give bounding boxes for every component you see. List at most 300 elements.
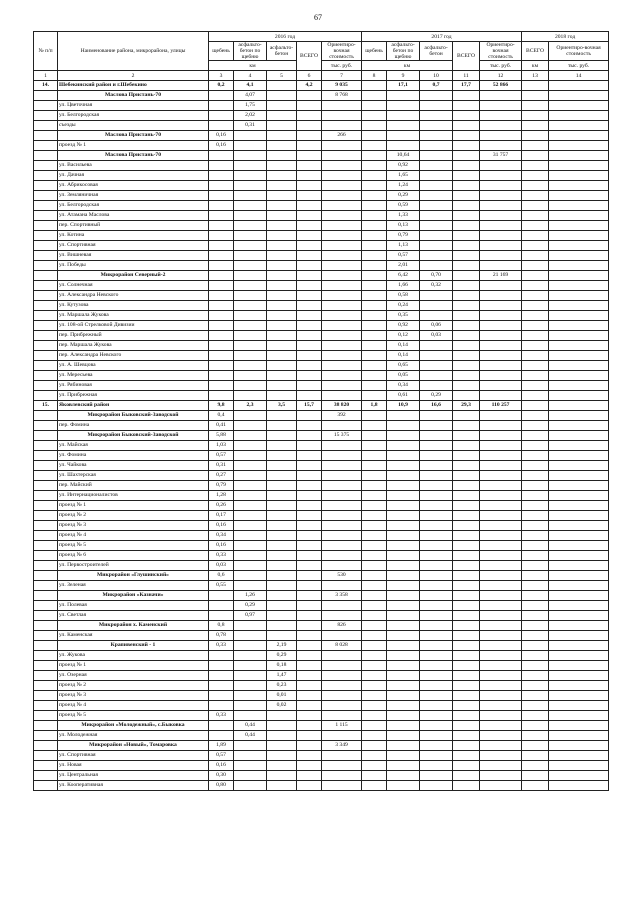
row-number-cell: [34, 121, 58, 131]
location-name-cell: съезды: [58, 121, 209, 131]
column-number: 9: [387, 71, 420, 81]
gravel-2017-cell: [362, 451, 387, 461]
asphalt-on-gravel-2016-cell: [234, 711, 267, 721]
asphalt-2017-cell: [420, 581, 453, 591]
row-number-cell: [34, 101, 58, 111]
total-2018-cell: [522, 341, 549, 351]
asphalt-2016-cell: [267, 571, 297, 581]
cost-2016-cell: [322, 751, 362, 761]
asphalt-2016-cell: 3,5: [267, 401, 297, 411]
cost-2017-cell: [480, 551, 522, 561]
total-2016-cell: [297, 701, 322, 711]
row-number-cell: [34, 461, 58, 471]
asphalt-on-gravel-2016-cell: [234, 781, 267, 791]
total-2016-cell: [297, 381, 322, 391]
gravel-2016-cell: [209, 111, 234, 121]
asphalt-on-gravel-2016-cell: [234, 701, 267, 711]
total-2017-cell: [453, 771, 480, 781]
total-2017-cell: [453, 701, 480, 711]
gravel-2017-cell: [362, 541, 387, 551]
asphalt-on-gravel-2016-cell: [234, 471, 267, 481]
total-2016-cell: [297, 111, 322, 121]
total-2016-cell: [297, 431, 322, 441]
location-name-cell: ул. Зеленая: [58, 581, 209, 591]
asphalt-2017-cell: [420, 501, 453, 511]
location-name-cell: ул. Центральная: [58, 771, 209, 781]
row-number-cell: [34, 251, 58, 261]
gravel-2016-cell: [209, 241, 234, 251]
asphalt-2017-cell: [420, 511, 453, 521]
cost-2018-cell: [549, 691, 609, 701]
header-2018-total: ВСЕГО: [522, 42, 549, 61]
row-number-cell: [34, 521, 58, 531]
total-2016-cell: [297, 561, 322, 571]
asphalt-on-gravel-2016-cell: [234, 311, 267, 321]
total-2016-cell: [297, 441, 322, 451]
total-2018-cell: [522, 241, 549, 251]
header-row-number: № п/п: [34, 32, 58, 71]
row-number-cell: [34, 281, 58, 291]
gravel-2016-cell: [209, 91, 234, 101]
location-name-cell: ул. Кооперативная: [58, 781, 209, 791]
asphalt-2016-cell: [267, 161, 297, 171]
total-2016-cell: [297, 481, 322, 491]
gravel-2016-cell: [209, 261, 234, 271]
cost-2017-cell: [480, 721, 522, 731]
asphalt-on-gravel-2016-cell: [234, 561, 267, 571]
row-number-cell: [34, 531, 58, 541]
cost-2017-cell: 52 866: [480, 81, 522, 91]
asphalt-2017-cell: [420, 771, 453, 781]
cost-2017-cell: [480, 261, 522, 271]
gravel-2016-cell: 0,27: [209, 471, 234, 481]
header-name: Наименование района, микрорайона, улицы: [58, 32, 209, 71]
header-2016-cost: Ориентиро-вочная стоимость: [322, 42, 362, 61]
asphalt-on-gravel-2016-cell: [234, 321, 267, 331]
cost-2016-cell: [322, 301, 362, 311]
cost-2018-cell: [549, 461, 609, 471]
asphalt-on-gravel-2016-cell: [234, 551, 267, 561]
gravel-2017-cell: [362, 301, 387, 311]
cost-2018-cell: [549, 511, 609, 521]
total-2016-cell: [297, 131, 322, 141]
asphalt-2016-cell: [267, 241, 297, 251]
group-row: [34, 721, 609, 731]
gravel-2016-cell: [209, 171, 234, 181]
row-number-cell: 15.: [34, 401, 58, 411]
gravel-2017-cell: [362, 471, 387, 481]
gravel-2016-cell: [209, 701, 234, 711]
cost-2016-cell: [322, 181, 362, 191]
asphalt-2016-cell: [267, 441, 297, 451]
location-name-cell: ул. Мересьева: [58, 371, 209, 381]
asphalt-on-gravel-2016-cell: 0,31: [234, 121, 267, 131]
table-row: [34, 781, 609, 791]
cost-2016-cell: [322, 681, 362, 691]
row-number-cell: [34, 211, 58, 221]
cost-2018-cell: [549, 561, 609, 571]
total-2017-cell: [453, 391, 480, 401]
row-number-cell: [34, 471, 58, 481]
header-2017-asphalt: асфальто-бетон: [420, 42, 453, 61]
asphalt-2017-cell: [420, 561, 453, 571]
page-number: 67: [314, 13, 322, 22]
table-row: [34, 181, 609, 191]
total-2018-cell: [522, 301, 549, 311]
total-2018-cell: [522, 731, 549, 741]
gravel-2016-cell: [209, 341, 234, 351]
column-number: 13: [522, 71, 549, 81]
total-2017-cell: [453, 431, 480, 441]
total-2017-cell: [453, 441, 480, 451]
location-name-cell: ул. Спортивная: [58, 751, 209, 761]
gravel-2016-cell: [209, 231, 234, 241]
cost-2017-cell: [480, 491, 522, 501]
cost-2016-cell: [322, 221, 362, 231]
gravel-2016-cell: 0,41: [209, 421, 234, 431]
total-2017-cell: [453, 421, 480, 431]
gravel-2017-cell: 1,8: [362, 401, 387, 411]
gravel-2017-cell: [362, 771, 387, 781]
gravel-2017-cell: [362, 231, 387, 241]
cost-2018-cell: [549, 401, 609, 411]
table-row: [34, 731, 609, 741]
group-row: [34, 131, 609, 141]
asphalt-2016-cell: [267, 591, 297, 601]
total-2018-cell: [522, 441, 549, 451]
cost-2016-cell: [322, 561, 362, 571]
asphalt-on-gravel-2016-cell: [234, 161, 267, 171]
gravel-2017-cell: [362, 651, 387, 661]
total-2016-cell: [297, 711, 322, 721]
gravel-2016-cell: [209, 381, 234, 391]
location-name-cell: проезд № 2: [58, 681, 209, 691]
asphalt-2017-cell: [420, 601, 453, 611]
gravel-2016-cell: 0,31: [209, 461, 234, 471]
cost-2016-cell: 3 358: [322, 591, 362, 601]
asphalt-2017-cell: [420, 211, 453, 221]
asphalt-2017-cell: [420, 351, 453, 361]
row-number-cell: [34, 601, 58, 611]
gravel-2016-cell: [209, 611, 234, 621]
total-2017-cell: [453, 101, 480, 111]
asphalt-on-gravel-2016-cell: 2,02: [234, 111, 267, 121]
cost-2016-cell: [322, 391, 362, 401]
header-2017-unit-km: км: [362, 61, 453, 71]
gravel-2017-cell: [362, 741, 387, 751]
cost-2018-cell: [549, 181, 609, 191]
location-name-cell: ул. Абрикосовая: [58, 181, 209, 191]
gravel-2017-cell: [362, 351, 387, 361]
total-2018-cell: [522, 561, 549, 571]
gravel-2016-cell: 0,6: [209, 571, 234, 581]
gravel-2016-cell: 0,33: [209, 641, 234, 651]
cost-2016-cell: [322, 231, 362, 241]
asphalt-2017-cell: [420, 221, 453, 231]
group-row: [34, 621, 609, 631]
cost-2017-cell: [480, 651, 522, 661]
total-2018-cell: [522, 181, 549, 191]
gravel-2017-cell: [362, 151, 387, 161]
location-name-cell: ул. Победы: [58, 261, 209, 271]
row-number-cell: [34, 201, 58, 211]
gravel-2016-cell: [209, 721, 234, 731]
gravel-2017-cell: [362, 201, 387, 211]
row-number-cell: 14.: [34, 81, 58, 91]
total-2017-cell: [453, 761, 480, 771]
asphalt-2016-cell: [267, 91, 297, 101]
gravel-2016-cell: 0,55: [209, 581, 234, 591]
gravel-2016-cell: 0,79: [209, 481, 234, 491]
location-name-cell: проезд № 5: [58, 711, 209, 721]
total-2017-cell: [453, 161, 480, 171]
gravel-2017-cell: [362, 601, 387, 611]
asphalt-on-gravel-2016-cell: [234, 181, 267, 191]
cost-2018-cell: [549, 361, 609, 371]
asphalt-2016-cell: [267, 451, 297, 461]
total-2017-cell: [453, 461, 480, 471]
asphalt-on-gravel-2016-cell: 0,97: [234, 611, 267, 621]
gravel-2016-cell: 0,16: [209, 541, 234, 551]
total-2018-cell: [522, 741, 549, 751]
asphalt-2016-cell: [267, 391, 297, 401]
asphalt-on-gravel-2016-cell: [234, 651, 267, 661]
asphalt-on-gravel-2016-cell: [234, 491, 267, 501]
asphalt-on-gravel-2017-cell: [387, 471, 420, 481]
asphalt-2017-cell: [420, 91, 453, 101]
header-2018-unit-rub: тыс. руб.: [549, 61, 609, 71]
table-row: [34, 521, 609, 531]
cost-2018-cell: [549, 101, 609, 111]
asphalt-on-gravel-2017-cell: 1,24: [387, 181, 420, 191]
asphalt-on-gravel-2016-cell: [234, 511, 267, 521]
gravel-2016-cell: [209, 331, 234, 341]
asphalt-2016-cell: [267, 321, 297, 331]
cost-2016-cell: [322, 541, 362, 551]
location-name-cell: ул. Цветочная: [58, 101, 209, 111]
asphalt-on-gravel-2017-cell: [387, 631, 420, 641]
asphalt-2017-cell: [420, 161, 453, 171]
gravel-2016-cell: 0,03: [209, 561, 234, 571]
cost-2018-cell: [549, 141, 609, 151]
cost-2018-cell: [549, 591, 609, 601]
header-2018-cost: Ориентиро-вочная стоимость: [549, 42, 609, 61]
gravel-2016-cell: [209, 211, 234, 221]
asphalt-on-gravel-2017-cell: [387, 671, 420, 681]
total-2018-cell: [522, 191, 549, 201]
row-number-cell: [34, 331, 58, 341]
total-2016-cell: [297, 261, 322, 271]
asphalt-2017-cell: [420, 541, 453, 551]
table-row: [34, 671, 609, 681]
asphalt-on-gravel-2016-cell: [234, 251, 267, 261]
total-2016-cell: [297, 681, 322, 691]
total-2018-cell: [522, 501, 549, 511]
asphalt-on-gravel-2016-cell: [234, 671, 267, 681]
asphalt-on-gravel-2016-cell: [234, 341, 267, 351]
cost-2016-cell: [322, 191, 362, 201]
cost-2017-cell: [480, 451, 522, 461]
cost-2018-cell: [549, 191, 609, 201]
group-row: [34, 271, 609, 281]
asphalt-2017-cell: [420, 311, 453, 321]
total-2018-cell: [522, 151, 549, 161]
gravel-2017-cell: [362, 291, 387, 301]
cost-2016-cell: [322, 511, 362, 521]
asphalt-2016-cell: 0,29: [267, 651, 297, 661]
total-2018-cell: [522, 491, 549, 501]
row-number-cell: [34, 561, 58, 571]
asphalt-2017-cell: [420, 141, 453, 151]
asphalt-2016-cell: [267, 171, 297, 181]
gravel-2016-cell: [209, 161, 234, 171]
gravel-2016-cell: 0,16: [209, 521, 234, 531]
total-2017-cell: [453, 381, 480, 391]
header-year-2017: 2017 год: [362, 32, 522, 42]
asphalt-2017-cell: [420, 171, 453, 181]
row-number-cell: [34, 91, 58, 101]
asphalt-2016-cell: [267, 511, 297, 521]
row-number-cell: [34, 241, 58, 251]
table-row: [34, 551, 609, 561]
row-number-cell: [34, 771, 58, 781]
cost-2016-cell: [322, 611, 362, 621]
gravel-2016-cell: [209, 191, 234, 201]
total-2017-cell: [453, 371, 480, 381]
group-row: [34, 591, 609, 601]
total-2017-cell: [453, 481, 480, 491]
asphalt-2016-cell: [267, 261, 297, 271]
cost-2018-cell: [549, 311, 609, 321]
cost-2016-cell: [322, 441, 362, 451]
cost-2017-cell: [480, 731, 522, 741]
asphalt-on-gravel-2017-cell: [387, 141, 420, 151]
asphalt-2017-cell: [420, 191, 453, 201]
cost-2018-cell: [549, 631, 609, 641]
header-2017-total: ВСЕГО: [453, 42, 480, 71]
cost-2018-cell: [549, 501, 609, 511]
table-row: [34, 361, 609, 371]
asphalt-2017-cell: [420, 151, 453, 161]
gravel-2017-cell: [362, 501, 387, 511]
cost-2016-cell: [322, 481, 362, 491]
gravel-2017-cell: [362, 491, 387, 501]
asphalt-on-gravel-2017-cell: 2,01: [387, 261, 420, 271]
asphalt-on-gravel-2017-cell: [387, 651, 420, 661]
gravel-2017-cell: [362, 221, 387, 231]
total-2016-cell: [297, 611, 322, 621]
total-2018-cell: [522, 81, 549, 91]
cost-2018-cell: [549, 571, 609, 581]
total-2017-cell: [453, 591, 480, 601]
row-number-cell: [34, 681, 58, 691]
asphalt-2016-cell: [267, 541, 297, 551]
asphalt-2017-cell: [420, 761, 453, 771]
cost-2017-cell: [480, 751, 522, 761]
cost-2017-cell: [480, 591, 522, 601]
total-2017-cell: [453, 641, 480, 651]
total-2016-cell: 4,2: [297, 81, 322, 91]
row-number-cell: [34, 231, 58, 241]
location-name-cell: пер. Прибрежный: [58, 331, 209, 341]
row-number-cell: [34, 701, 58, 711]
cost-2017-cell: [480, 221, 522, 231]
cost-2017-cell: [480, 91, 522, 101]
location-name-cell: ул. Спортивная: [58, 241, 209, 251]
cost-2017-cell: [480, 191, 522, 201]
asphalt-2017-cell: [420, 731, 453, 741]
total-2018-cell: [522, 691, 549, 701]
gravel-2016-cell: [209, 121, 234, 131]
location-name-cell: проезд № 2: [58, 511, 209, 521]
row-number-cell: [34, 491, 58, 501]
total-2016-cell: [297, 221, 322, 231]
row-number-cell: [34, 381, 58, 391]
asphalt-2017-cell: [420, 411, 453, 421]
cost-2016-cell: [322, 241, 362, 251]
cost-2016-cell: 530: [322, 571, 362, 581]
asphalt-2016-cell: [267, 371, 297, 381]
row-number-cell: [34, 541, 58, 551]
asphalt-on-gravel-2016-cell: [234, 361, 267, 371]
asphalt-on-gravel-2016-cell: 0,44: [234, 721, 267, 731]
total-2018-cell: [522, 251, 549, 261]
table-row: [34, 771, 609, 781]
cost-2016-cell: [322, 711, 362, 721]
cost-2016-cell: [322, 771, 362, 781]
table-row: [34, 371, 609, 381]
total-2018-cell: [522, 661, 549, 671]
gravel-2016-cell: [209, 301, 234, 311]
total-2016-cell: [297, 731, 322, 741]
asphalt-2016-cell: [267, 221, 297, 231]
asphalt-on-gravel-2017-cell: [387, 131, 420, 141]
cost-2017-cell: [480, 781, 522, 791]
asphalt-2016-cell: [267, 501, 297, 511]
gravel-2016-cell: 1,03: [209, 441, 234, 451]
asphalt-on-gravel-2016-cell: [234, 441, 267, 451]
gravel-2016-cell: [209, 681, 234, 691]
asphalt-2016-cell: [267, 251, 297, 261]
table-row: [34, 681, 609, 691]
gravel-2016-cell: [209, 361, 234, 371]
asphalt-on-gravel-2017-cell: [387, 681, 420, 691]
total-2016-cell: [297, 591, 322, 601]
asphalt-2016-cell: [267, 191, 297, 201]
gravel-2017-cell: [362, 671, 387, 681]
asphalt-on-gravel-2016-cell: 1,75: [234, 101, 267, 111]
asphalt-on-gravel-2016-cell: [234, 481, 267, 491]
gravel-2017-cell: [362, 121, 387, 131]
gravel-2016-cell: [209, 601, 234, 611]
cost-2018-cell: [549, 661, 609, 671]
cost-2017-cell: [480, 741, 522, 751]
cost-2017-cell: [480, 601, 522, 611]
total-2017-cell: [453, 91, 480, 101]
location-name-cell: проезд № 3: [58, 521, 209, 531]
total-2016-cell: [297, 141, 322, 151]
table-row: [34, 561, 609, 571]
total-2016-cell: [297, 721, 322, 731]
total-2018-cell: [522, 721, 549, 731]
total-2017-cell: [453, 411, 480, 421]
total-2017-cell: [453, 301, 480, 311]
asphalt-on-gravel-2016-cell: 4,07: [234, 91, 267, 101]
asphalt-2017-cell: [420, 641, 453, 651]
cost-2016-cell: [322, 271, 362, 281]
asphalt-2017-cell: [420, 711, 453, 721]
asphalt-2016-cell: [267, 471, 297, 481]
